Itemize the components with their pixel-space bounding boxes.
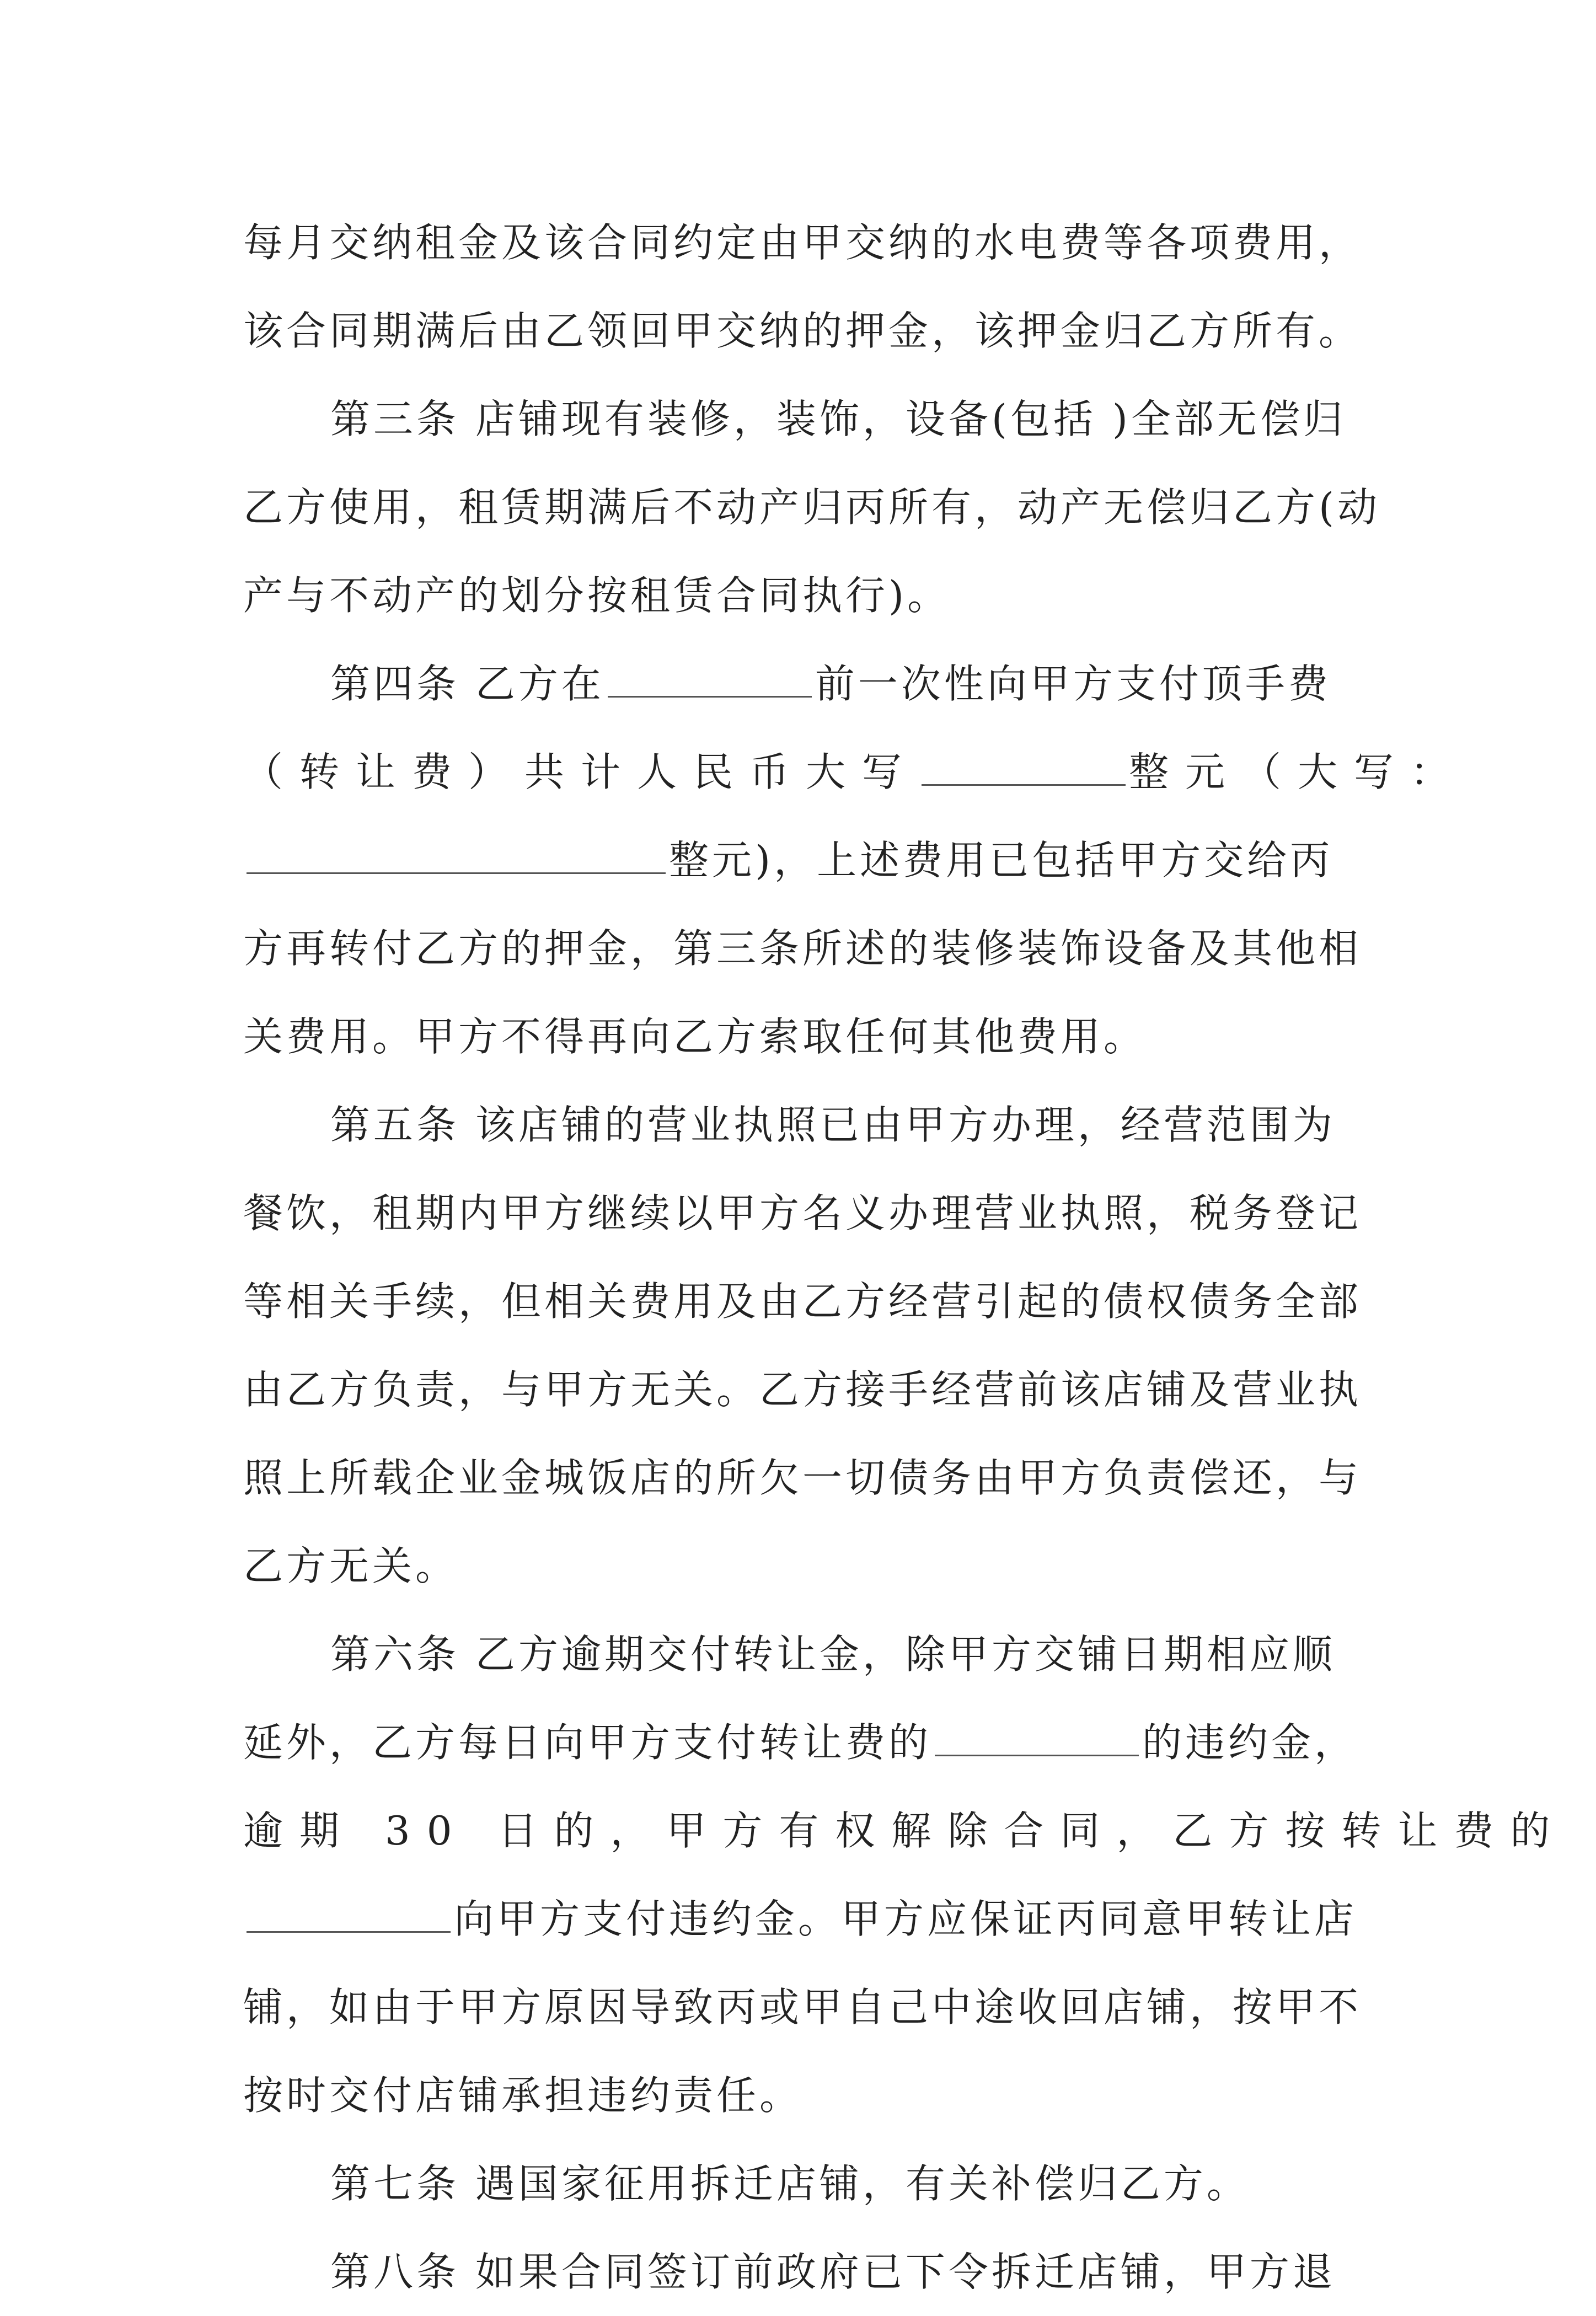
line-text: 第五条 该店铺的营业执照已由甲方办理，经营范围为	[330, 1102, 1336, 1148]
text-line	[243, 463, 1381, 551]
line-text: 乙方使用，租赁期满后不动产归丙所有，动产无偿归乙方(动	[243, 484, 1381, 530]
line-text: 照上所载企业金城饭店的所欠一切债务由甲方负责偿还，与	[243, 1455, 1362, 1501]
line-text: 第七条 遇国家征用拆迁店铺，有关补偿归乙方。	[330, 2160, 1250, 2207]
line-text: 等相关手续，但相关费用及由乙方经营引起的债权债务全部	[243, 1278, 1362, 1325]
line-text: 第八条 如果合同签订前政府已下令拆迁店铺，甲方退	[330, 2249, 1336, 2295]
text-line	[243, 1875, 1363, 1963]
clause-3-line	[243, 375, 1363, 463]
line-text: 产与不动产的划分按租赁合同执行)。	[243, 572, 951, 619]
clause-7-line	[243, 2140, 1363, 2228]
line-text: 关费用。甲方不得再向乙方索取任何其他费用。	[243, 1014, 1147, 1060]
text-line	[243, 1522, 1363, 1610]
line-text: 逾期 30 日的，甲方有权解除合同，乙方按转让费的	[243, 1808, 1567, 1854]
text-line	[243, 1787, 1567, 1875]
text-line	[243, 1169, 1363, 1257]
text-line	[243, 728, 1467, 816]
text-line	[243, 199, 1363, 287]
line-text: 第三条 店铺现有装修，装饰，设备(包括 )全部无偿归	[330, 396, 1346, 442]
line-text: （转让费）共计人民币大写	[243, 749, 919, 795]
line-text: 整元)，上述费用已包括甲方交给丙	[669, 837, 1333, 883]
line-text: 由乙方负责，与甲方无关。乙方接手经营前该店铺及营业执	[243, 1366, 1362, 1413]
fill-in-blank[interactable]	[608, 662, 812, 698]
line-text: 的违约金，	[1142, 1719, 1358, 1766]
line-text: 第六条 乙方逾期交付转让金，除甲方交铺日期相应顺	[330, 1631, 1336, 1677]
line-text: 方再转付乙方的押金，第三条所述的装修装饰设备及其他相	[243, 925, 1362, 972]
text-line	[243, 1698, 1363, 1787]
line-text: 按时交付店铺承担违约责任。	[243, 2072, 803, 2119]
line-text: 整元（大写：	[1129, 749, 1467, 795]
text-line	[243, 287, 1363, 375]
fill-in-blank[interactable]	[247, 838, 666, 874]
fill-in-blank[interactable]	[922, 750, 1126, 786]
text-line	[243, 993, 1363, 1081]
text-line	[243, 1434, 1363, 1522]
clause-6-line	[243, 1610, 1363, 1698]
fill-in-blank[interactable]	[935, 1720, 1139, 1756]
clause-4-line	[243, 640, 1363, 728]
line-text: 前一次性向甲方支付顶手费	[815, 661, 1331, 707]
line-text: 第四条 乙方在	[330, 661, 604, 707]
line-text: 乙方无关。	[243, 1543, 459, 1589]
fill-in-blank[interactable]	[247, 1897, 451, 1933]
text-line	[243, 904, 1363, 993]
line-text: 延外，乙方每日向甲方支付转让费的	[243, 1719, 932, 1766]
contract-body	[243, 199, 1567, 2316]
text-line	[243, 551, 1363, 640]
text-line	[243, 1345, 1363, 1434]
clause-8-line	[243, 2228, 1363, 2316]
text-line	[243, 1963, 1363, 2051]
line-text: 铺，如由于甲方原因导致丙或甲自己中途收回店铺，按甲不	[243, 1984, 1362, 2030]
clause-5-line	[243, 1081, 1363, 1169]
line-text: 餐饮，租期内甲方继续以甲方名义办理营业执照，税务登记	[243, 1190, 1362, 1236]
text-line	[243, 2051, 1363, 2140]
line-text: 每月交纳租金及该合同约定由甲交纳的水电费等各项费用，	[243, 219, 1362, 266]
line-text: 向甲方支付违约金。甲方应保证丙同意甲转让店	[454, 1896, 1358, 1942]
line-text: 该合同期满后由乙领回甲交纳的押金，该押金归乙方所有。	[243, 308, 1362, 354]
text-line	[243, 816, 1363, 904]
text-line	[243, 1257, 1363, 1345]
